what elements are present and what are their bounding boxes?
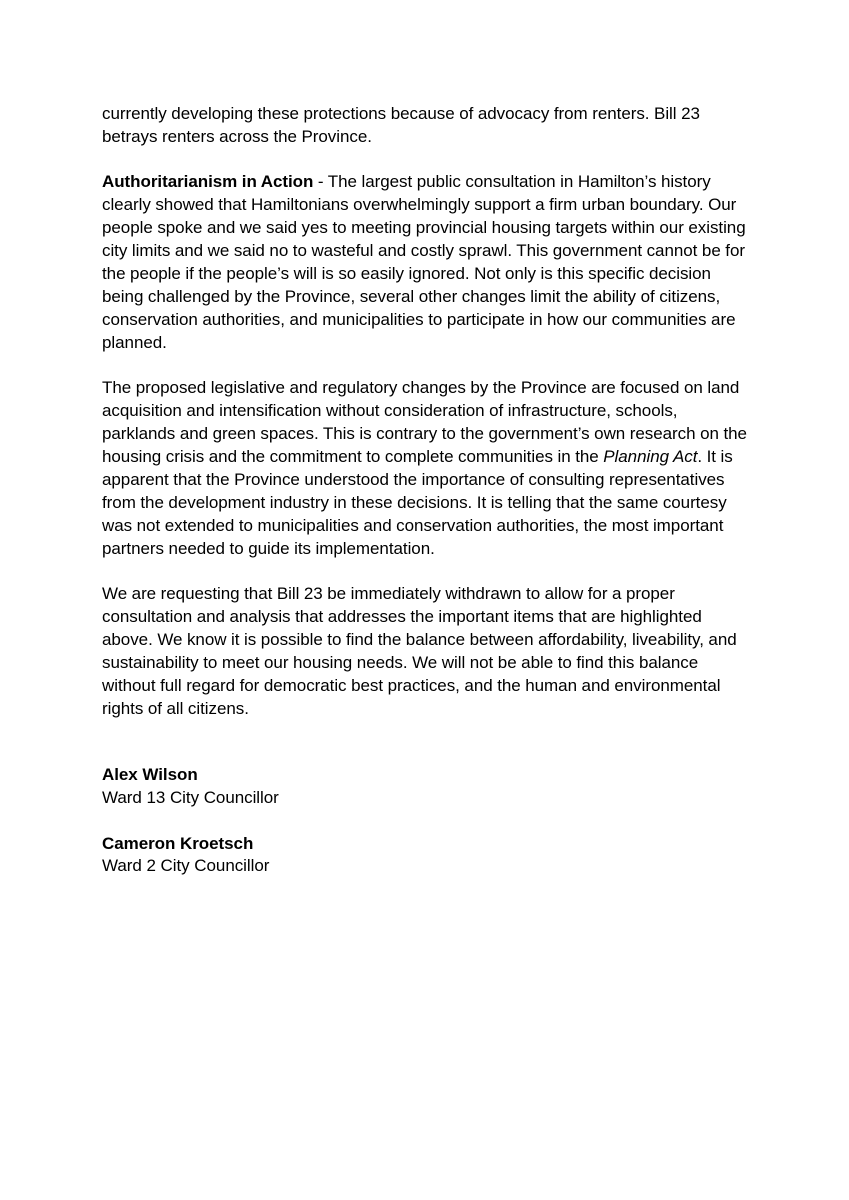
signature-role-cameron-kroetsch: Ward 2 City Councillor [102,856,270,876]
signature-block-gap [102,810,748,833]
paragraph-authoritarianism-heading: Authoritarianism in Action [102,172,314,192]
paragraph-proposed-changes-text-before: The proposed legislative and regulatory changes by the Province are focused on land acquisition and intensification without consideration of infrastructure, schools, parklands and green spaces. This is contrary to the government’s own research on the housing crisis and the commitment to complete communities in the [102,378,747,466]
signature-block-cameron-kroetsch [102,833,748,879]
document-text-column [102,103,748,878]
paragraph-authoritarianism-text: - The largest public consultation in Hamilton’s history clearly showed that Hamiltonians overwhelmingly support a firm urban boundary. Our people spoke and we said yes to meeting provincial housing targets within our existing city limits and we said no to wasteful and costly sprawl. This government cannot be for the people if the people’s will is so easily ignored. Not only is this specific decision being challenged by the Province, several other changes limit the ability of citizens, conservation authorities, and municipalities to participate in how our communities are planned. [102,172,746,352]
signature-name-alex-wilson: Alex Wilson [102,765,198,785]
paragraph-renters-text: currently developing these protections because of advocacy from renters. Bill 23 betrays renters across the Province. [102,104,700,146]
paragraph-request-withdrawal-text: We are requesting that Bill 23 be immediately withdrawn to allow for a proper consultation and analysis that addresses the important items that are highlighted above. We know it is possible to find the balance between affordability, liveability, and sustainability to meet our housing needs. We will not be able to find this balance without full regard for democratic best practices, and the human and environmental rights of all citizens. [102,584,737,718]
paragraph-proposed-changes-text-after: . It is apparent that the Province understood the importance of consulting representatives from the development industry in these decisions. It is telling that the same courtesy was not extended to municipalities and conservation authorities, the most important partners needed to guide its implementation. [102,446,733,558]
paragraph-request-withdrawal [102,583,748,720]
signature-name-cameron-kroetsch: Cameron Kroetsch [102,833,254,853]
paragraph-renters [102,103,748,149]
signature-role-alex-wilson: Ward 13 City Councillor [102,788,279,808]
signature-spacer [102,743,748,764]
paragraph-proposed-changes [102,377,748,560]
paragraph-authoritarianism [102,171,748,354]
planning-act-citation: Planning Act [603,446,698,466]
signature-block-alex-wilson [102,764,748,810]
